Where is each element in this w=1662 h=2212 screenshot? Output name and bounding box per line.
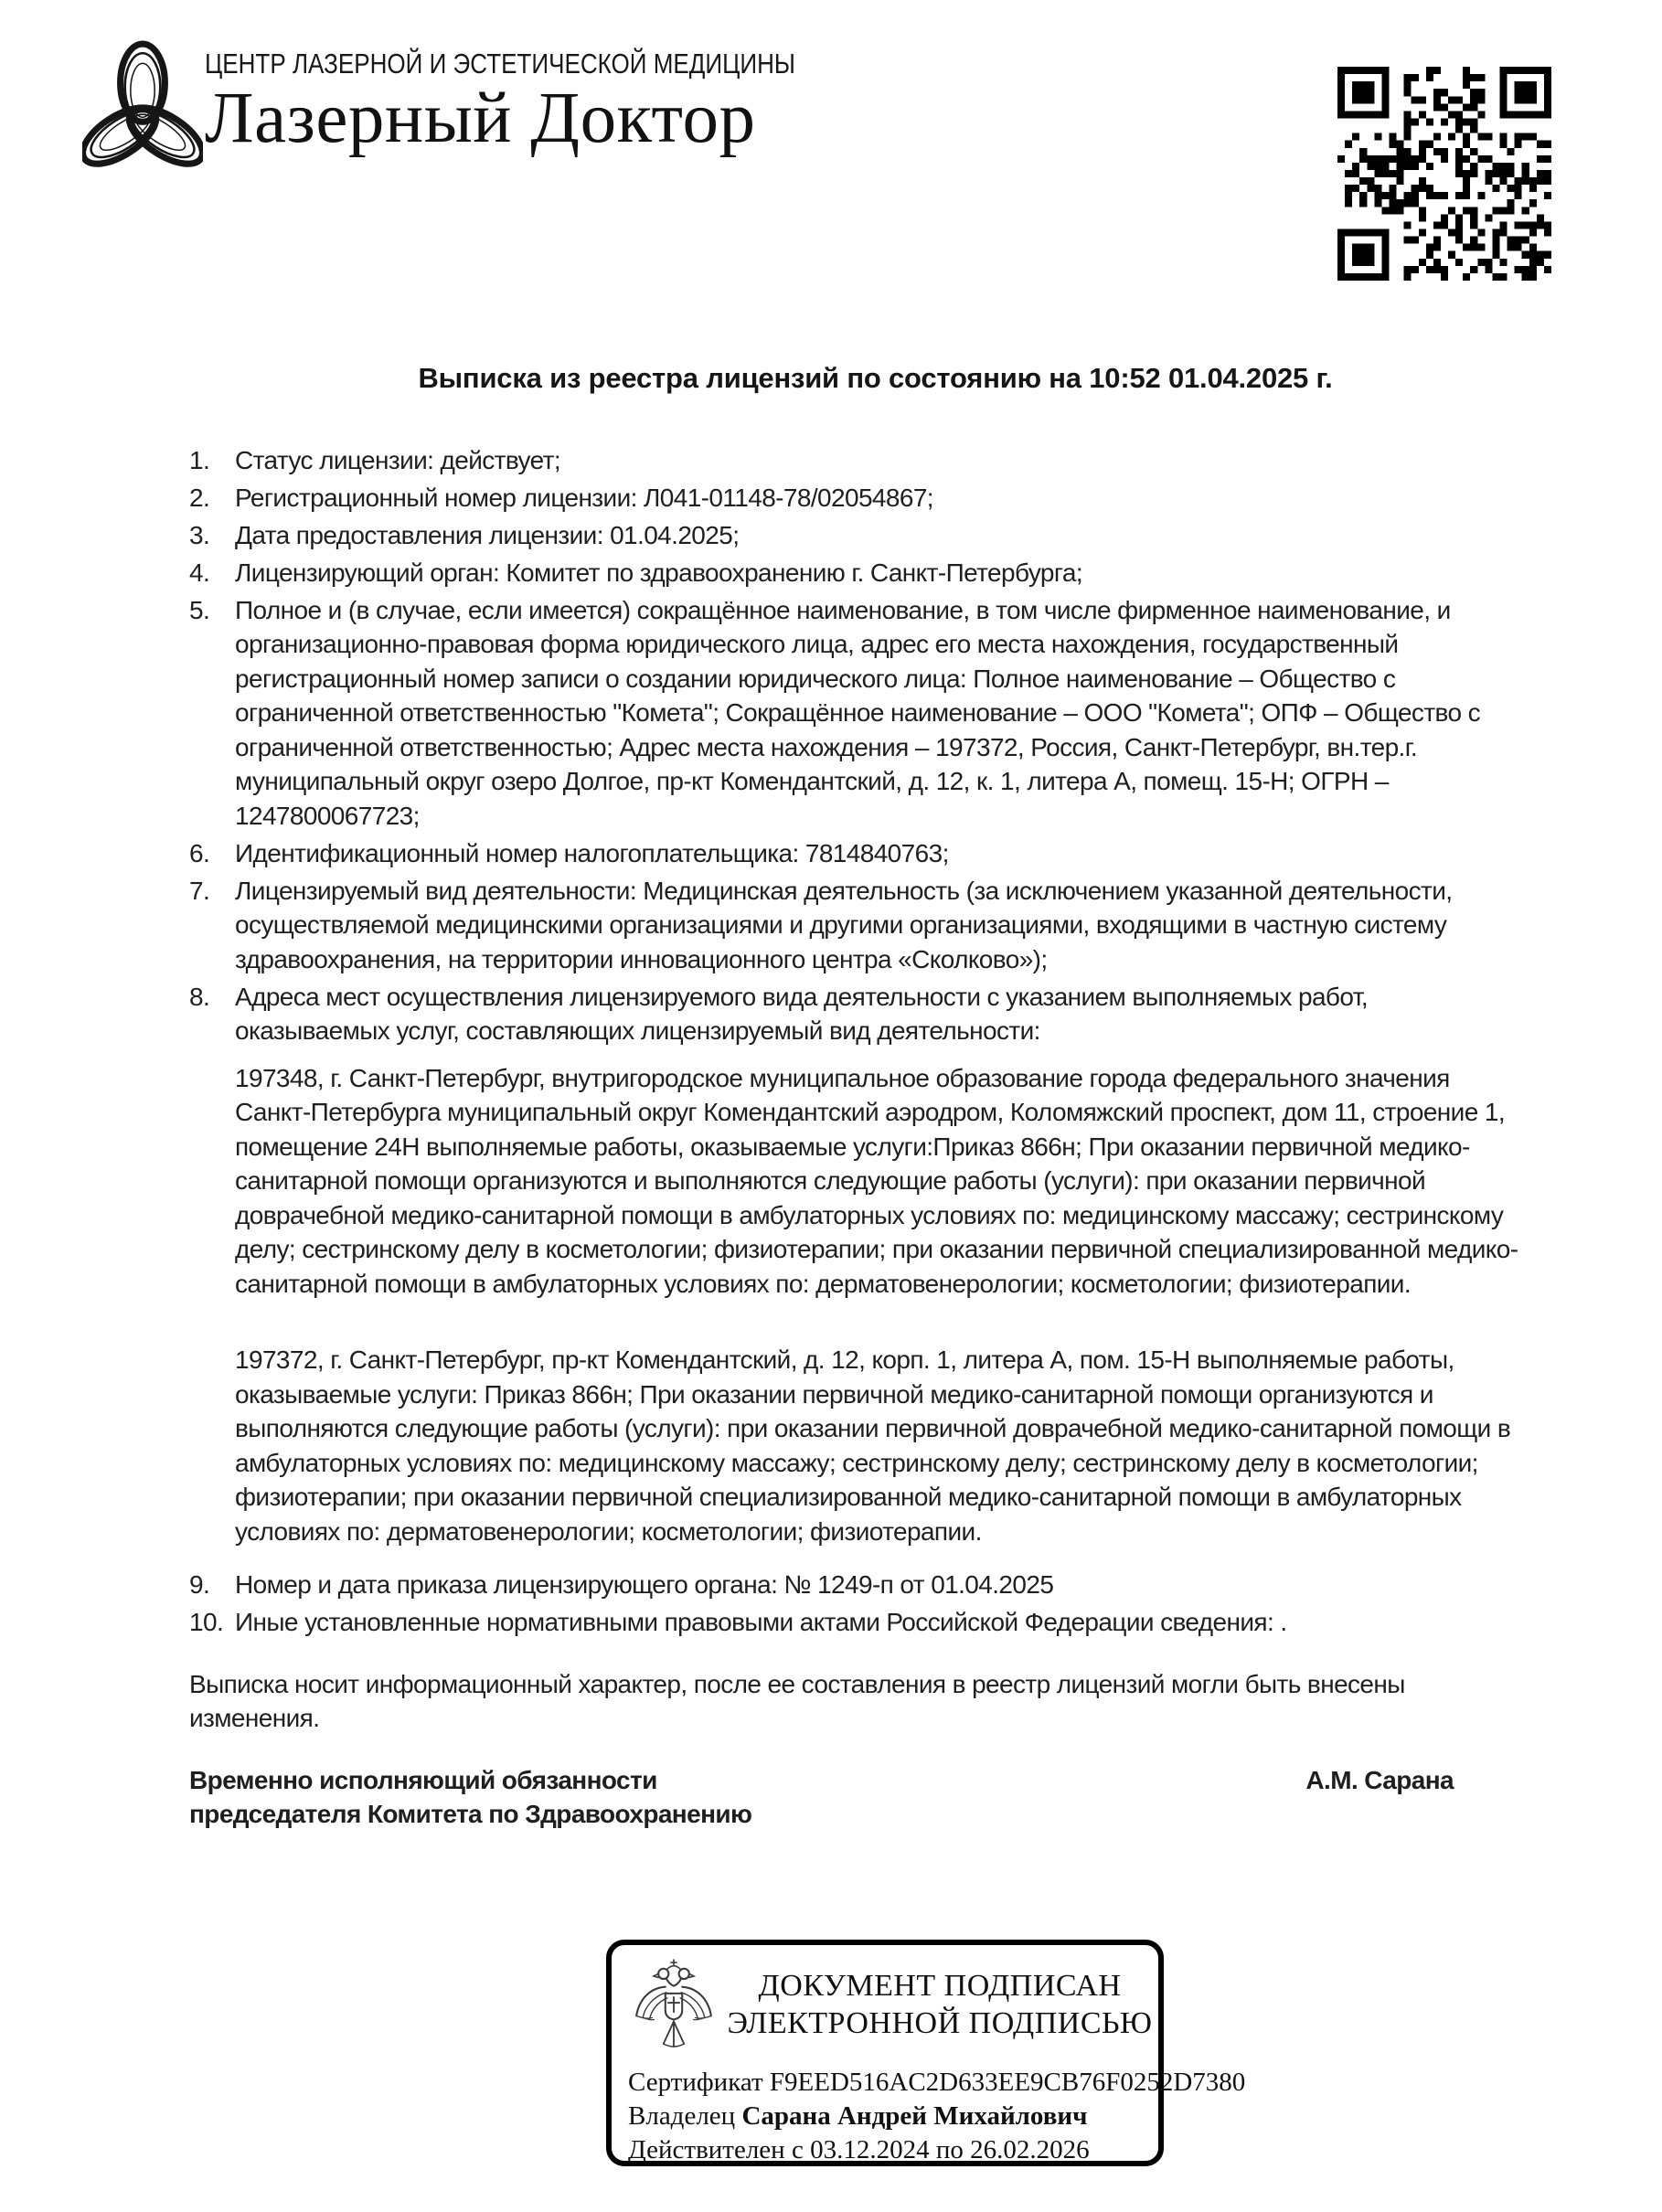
certificate-label: Сертификат: [628, 2068, 763, 2097]
item-text: Регистрационный номер лицензии: Л041-01148-78/02054867;: [235, 483, 933, 512]
document-title: Выписка из реестра лицензий по состоянию на 10:52 01.04.2025 г.: [418, 362, 1333, 394]
item-text: Лицензируемый вид деятельности: Медицинская деятельность (за исключением указанной деятельности, осуществляемой медицинскими организациями и другими организациями, входящими в частную систему здравоохранения, на территории инновационного центра «Сколково»);: [235, 876, 1453, 973]
clinic-tagline: ЦЕНТР ЛАЗЕРНОЙ И ЭСТЕТИЧЕСКОЙ МЕДИЦИНЫ: [205, 48, 795, 80]
item-number: 9.: [189, 1570, 210, 1599]
position-line-1: Временно исполняющий обязанности: [189, 1765, 657, 1794]
item-text: Адреса мест осуществления лицензируемого вида деятельности с указанием выполняемых работ, оказываемых услуг, составляющих лицензируемый вид деятельности:: [235, 982, 1369, 1045]
clinic-brand-name: Лазерный Доктор: [205, 79, 756, 158]
address-paragraph-1: 197348, г. Санкт-Петербург, внутригородское муниципальное образование города федерального значения Санкт-Петербурга муниципальный округ Комендантский аэродром, Коломяжский проспект, дом 11, строение 1, помещение 24Н выполняемые работы, оказываемые услуги:Приказ 866н; При оказании первичной медико-санитарной помощи организуются и выполняются следующие работы (услуги): при оказании первичной доврачебной медико-санитарной помощи в амбулаторных условиях по: медицинскому массажу; сестринскому делу; сестринскому делу в косметологии; физиотерапии; при оказании первичной специализированной медико-санитарной помощи в амбулаторных условиях по: дерматовенерологии; косметологии; физиотерапии.: [235, 1063, 1518, 1298]
list-item-8: [189, 980, 1525, 1048]
list-item-7: [189, 874, 1525, 977]
item-text: Дата предоставления лицензии: 01.04.2025;: [235, 520, 740, 549]
informational-note: Выписка носит информационный характер, после ее составления в реестр лицензий могли быть внесены изменения.: [189, 1669, 1405, 1732]
owner-line: [628, 2100, 1158, 2133]
list-item-5: [189, 593, 1525, 834]
item-number: 3.: [189, 520, 210, 549]
item-text: Номер и дата приказа лицензирующего органа: № 1249-п от 01.04.2025: [235, 1570, 1054, 1599]
validity-line: Действителен с 03.12.2024 по 26.02.2026: [628, 2135, 1090, 2164]
item-number: 8.: [189, 982, 210, 1011]
item-number: 5.: [189, 595, 210, 624]
list-item-10: [189, 1605, 1525, 1640]
position-line-2: председателя Комитета по Здравоохранению: [189, 1800, 752, 1828]
item-number: 6.: [189, 838, 210, 867]
signatory-name: А.М. Сарана: [1305, 1765, 1454, 1794]
item-number: 2.: [189, 483, 210, 512]
item-number: 4.: [189, 558, 210, 587]
item-number: 10.: [189, 1608, 224, 1636]
double-headed-eagle-icon: [632, 1958, 716, 2057]
signature-block: [189, 1763, 1525, 1832]
item-text: Иные установленные нормативными правовыми актами Российской Федерации сведения: .: [235, 1608, 1287, 1636]
certificate-value: F9EED516AC2D633EE9CB76F0252D7380: [769, 2068, 1246, 2097]
owner-label: Владелец: [628, 2101, 736, 2131]
stamp-title: [721, 1967, 1158, 2042]
address-paragraph-2: 197372, г. Санкт-Петербург, пр-кт Комендантский, д. 12, корп. 1, литера А, пом. 15-Н выполняемые работы, оказываемые услуги: Приказ 866н; При оказании первичной медико-санитарной помощи организуются и выполняются следующие работы (услуги): при оказании первичной доврачебной медико-санитарной помощи в амбулаторных условиях по: медицинскому массажу; сестринскому делу; сестринскому делу в косметологии; физиотерапии; при оказании первичной специализированной медико-санитарной помощи в амбулаторных условиях по: дерматовенерологии; косметологии; физиотерапии.: [235, 1345, 1511, 1546]
certificate-line: [628, 2066, 1246, 2100]
signatory-position: [189, 1763, 751, 1832]
item-text: Статус лицензии: действует;: [235, 445, 561, 474]
owner-name: Сарана Андрей Михайлович: [741, 2101, 1088, 2131]
stamp-title-line-2: ЭЛЕКТРОННОЙ ПОДПИСЬЮ: [727, 2006, 1153, 2040]
item-text: Идентификационный номер налогоплательщика: 7814840763;: [235, 838, 949, 867]
item-text: Лицензирующий орган: Комитет по здравоохранению г. Санкт-Петербурга;: [235, 558, 1083, 587]
list-item-2: [189, 481, 1525, 516]
list-item-3: [189, 518, 1525, 553]
list-item-9: [189, 1568, 1525, 1602]
electronic-signature-stamp: [606, 1940, 1246, 2166]
item-number: 7.: [189, 876, 210, 905]
stamp-title-line-1: ДОКУМЕНТ ПОДПИСАН: [758, 1969, 1122, 2003]
item-text: Полное и (в случае, если имеется) сокращённое наименование, в том числе фирменное наименование, и организационно-правовая форма юридического лица, адрес его места нахождения, государственный регистрационный номер записи о создании юридического лица: Полное наименование – Общество с ограниченной ответственностью "Комета"; Сокращённое наименование – ООО "Комета"; ОПФ – Общество с ограниченной ответственностью; Адрес места нахождения – 197372, Россия, Санкт-Петербург, вн.тер.г. муниципальный округ озеро Долгое, пр-кт Комендантский, д. 12, к. 1, литера А, помещ. 15-Н; ОГРН – 1247800067723;: [235, 595, 1481, 830]
list-item-1: [189, 443, 1525, 478]
list-item-4: [189, 556, 1525, 590]
list-item-6: [189, 836, 1525, 871]
item-number: 1.: [189, 445, 210, 474]
